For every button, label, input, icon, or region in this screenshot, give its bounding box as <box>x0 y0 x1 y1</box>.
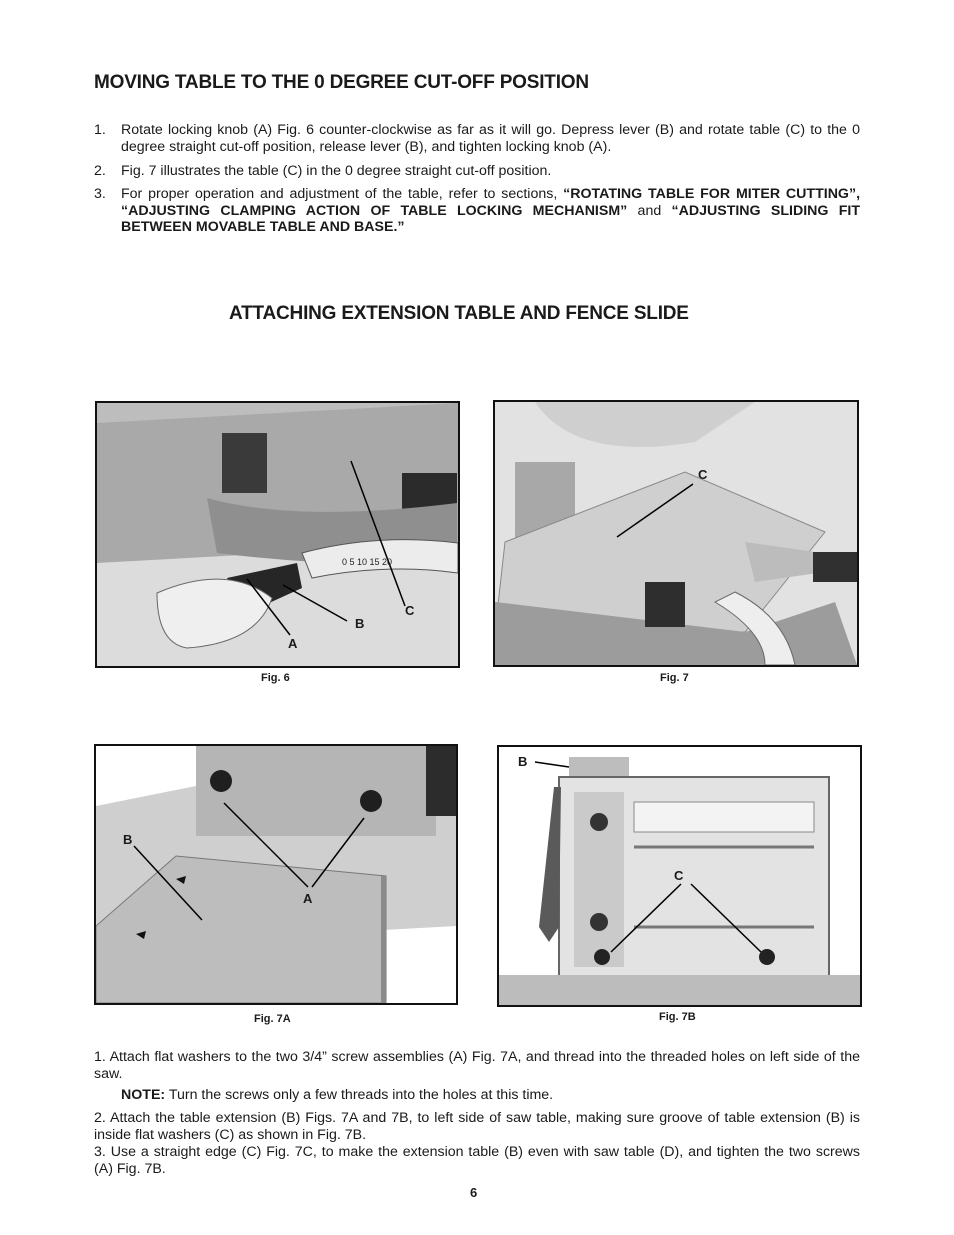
fig7a-label-b: B <box>123 832 133 847</box>
fig7b-label-b: B <box>518 754 528 769</box>
figure-6-photo <box>95 401 460 668</box>
section-reference: “ADJUSTING SLIDING FIT BETWEEN MOVABLE TABLE AND BASE.” <box>121 202 860 235</box>
step-1 <box>94 122 860 155</box>
step-text-part: For proper operation and adjustment of the table, refer to sections, <box>121 186 564 202</box>
step-number: 3. <box>94 186 106 202</box>
step-2 <box>94 163 860 180</box>
fig7-caption: Fig. 7 <box>660 672 689 684</box>
extension-step-1: 1. Attach flat washers to the two 3/4” screw assemblies (A) Fig. 7A, and thread into the threaded holes on left side of the saw. <box>94 1049 860 1082</box>
step-3 <box>94 186 860 236</box>
fig7b-label-c: C <box>674 868 684 883</box>
note-label: NOTE: <box>121 1087 166 1103</box>
step-number: 2. <box>94 163 106 179</box>
figure-7-illustration <box>495 402 857 665</box>
note <box>121 1087 860 1104</box>
figure-7a-photo <box>94 744 458 1005</box>
step-text-part: and <box>627 202 672 219</box>
figure-6-illustration <box>97 403 458 666</box>
figure-7-photo <box>493 400 859 667</box>
section-reference: “ROTATING TABLE FOR MITER CUTTING”, “ADJUSTING CLAMPING ACTION OF TABLE LOCKING MECHANISM” <box>121 186 861 219</box>
fig7-label-c: C <box>698 467 708 482</box>
fig6-label-a: A <box>288 636 298 651</box>
section-heading-moving-table: MOVING TABLE TO THE 0 DEGREE CUT-OFF POSITION <box>94 72 589 93</box>
fig6-label-b: B <box>355 616 365 631</box>
page-number: 6 <box>470 1185 478 1200</box>
fig7a-label-a: A <box>303 891 313 906</box>
fig7b-caption: Fig. 7B <box>659 1011 696 1023</box>
degree-scale-text: 0 5 10 15 20 <box>342 557 393 567</box>
fig6-caption: Fig. 6 <box>261 672 290 684</box>
step-text: Rotate locking knob (A) Fig. 6 counter-clockwise as far as it will go. Depress lever (B) and rotate table (C) to the 0 degree straight cut-off position, release lever (B), and tighten locking knob (A). <box>121 122 860 155</box>
note-text: Turn the screws only a few threads into the holes at this time. <box>165 1087 554 1103</box>
extension-step-2: 2. Attach the table extension (B) Figs. 7A and 7B, to left side of saw table, making sure groove of table extension (B) is inside flat washers (C) as shown in Fig. 7B. <box>94 1110 860 1143</box>
extension-step-3: 3. Use a straight edge (C) Fig. 7C, to make the extension table (B) even with saw table (D), and tighten the two screws (A) Fig. 7B. <box>94 1144 860 1177</box>
step-number: 1. <box>94 122 106 138</box>
step-text <box>121 186 860 236</box>
section-heading-extension-table: ATTACHING EXTENSION TABLE AND FENCE SLIDE <box>229 303 689 324</box>
figure-7a-illustration <box>96 746 456 1003</box>
fig6-label-c: C <box>405 603 415 618</box>
fig7a-caption: Fig. 7A <box>254 1013 291 1025</box>
step-text: Fig. 7 illustrates the table (C) in the 0 degree straight cut-off position. <box>121 163 552 179</box>
